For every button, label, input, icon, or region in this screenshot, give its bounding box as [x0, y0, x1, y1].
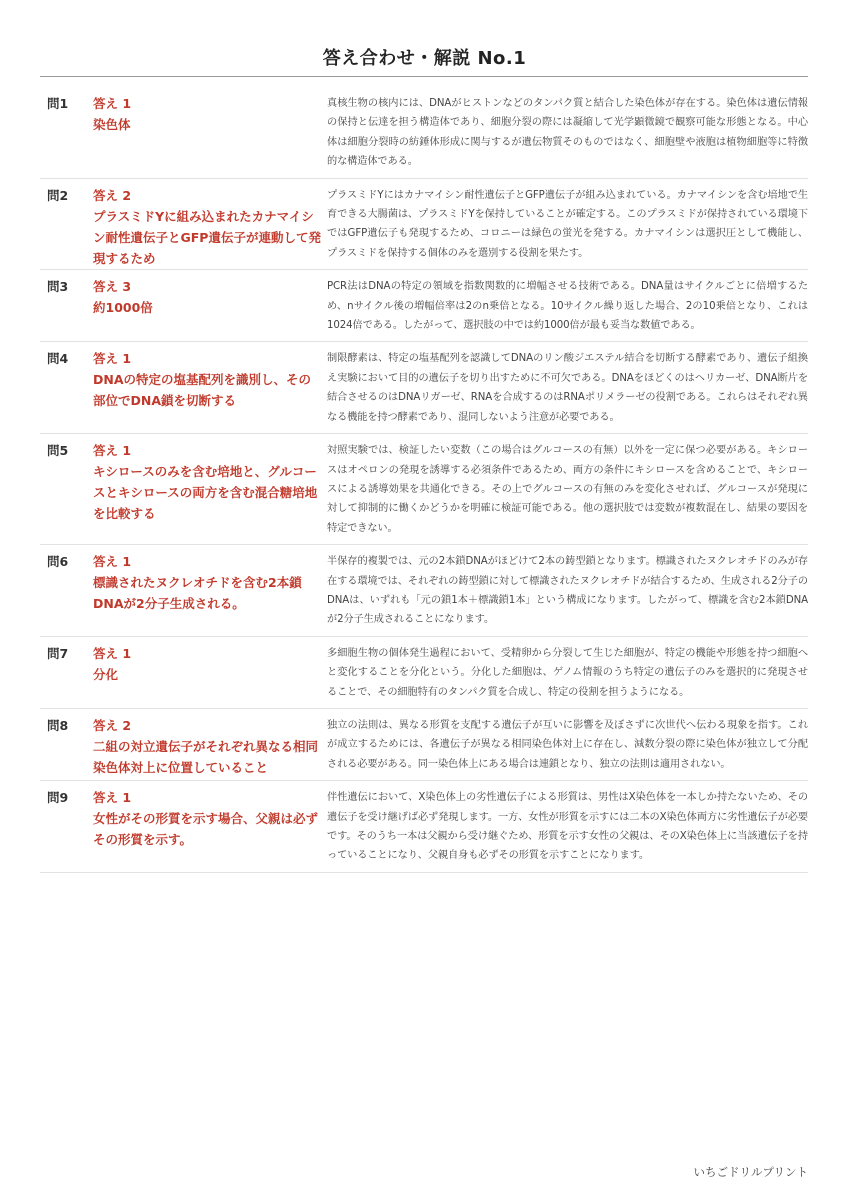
explanation-text: PCR法はDNAの特定の領域を指数関数的に増幅させる技術である。DNA量はサイクルごとに倍増するため、nサイクル後の増幅倍率は2のn乗倍となる。10サイクル繰り返した場合、2の10乗倍となり、これは1024倍である。したがって、選択肢の中では約1000倍が最も妥当な数値である。 [327, 281, 808, 332]
explanation-text: 独立の法則は、異なる形質を支配する遺伝子が互いに影響を及ぼさずに次世代へ伝わる現象を指す。これが成立するためには、各遺伝子が異なる相同染色体対上に存在し、減数分裂の際に染色体が独立して分配される必要がある。同一染色体上にある場合は連鎖となり、独立の法則は適用されない。 [327, 719, 808, 770]
answer-row-3 [40, 270, 808, 342]
explanation-text: 多細胞生物の個体発生過程において、受精卵から分裂して生じた細胞が、特定の機能や形態を持つ細胞へと変化することを分化という。分化した細胞は、ゲノム情報のうち特定の遺伝子のみを選択的に発現させることで、その細胞特有のタンパク質を合成し、特定の役割を担うようになる。 [327, 647, 808, 698]
answer-column [93, 637, 327, 708]
answer-column [93, 342, 327, 433]
page-title: 答え合わせ・解説 No.1 [322, 48, 527, 69]
answer-row-8 [40, 709, 808, 781]
answer-label: 答え 1 [93, 96, 132, 111]
question-number: 問7 [47, 645, 69, 661]
answer-column [93, 270, 327, 341]
answer-row-7 [40, 637, 808, 709]
answer-column [93, 87, 327, 178]
answer-column [93, 179, 327, 270]
explanation-text: 伴性遺伝において、X染色体上の劣性遺伝子による形質は、男性はX染色体を一本しか持たないため、その遺伝子を受け継げば必ず発現します。一方、女性が形質を示すには二本のX染色体両方に劣性遺伝子が必要です。そのうち一本は父親から受け継ぐため、形質を示す女性の父親は、そのX染色体上に当該遺伝子を持っていることになり、父親自身も必ずその形質を示すことになります。 [327, 792, 808, 862]
answer-label: 答え 1 [93, 645, 132, 661]
question-number: 問2 [47, 187, 69, 203]
question-number: 問5 [47, 443, 69, 459]
answer-text: DNAの特定の塩基配列を識別し、その部位でDNA鎖を切断する [93, 372, 312, 409]
answer-text: 二組の対立遺伝子がそれぞれ異なる相同染色体対上に位置していること [93, 738, 319, 775]
explanation-text: 制限酵素は、特定の塩基配列を認識してDNAのリン酸ジエステル結合を切断する酵素であり、遺伝子組換え実験において目的の遺伝子を切り出すために不可欠である。DNAをほどくのはヘリカーゼ、DNA断片を結合させるのはDNAリガーゼ、RNAを合成するのはRNAポリメラーゼの役割である。これらはそれぞれ異なる機能を持つ酵素であり、混同しないよう注意が必要である。 [327, 353, 808, 423]
answer-row-5 [40, 434, 808, 545]
answer-label: 答え 3 [93, 279, 132, 295]
question-number: 問3 [47, 279, 69, 295]
answer-label: 答え 1 [93, 351, 132, 367]
explanation-text: プラスミドYにはカナマイシン耐性遺伝子とGFP遺伝子が組み込まれている。カナマイシンを含む培地で生育できる大腸菌は、プラスミドYを保持していることが確定する。このプラスミドが保持されている環境下ではGFP遺伝子も発現するため、コロニーは緑色の蛍光を発する。カナマイシンは選択圧として機能し、プラスミドを保持する個体のみを選別する役割を果たす。 [327, 189, 808, 259]
answer-text: 約1000倍 [93, 300, 153, 316]
answer-label: 答え 1 [93, 443, 132, 459]
answer-text: プラスミドYに組み込まれたカナマイシン耐性遺伝子とGFP遺伝子が連動して発現するため [93, 208, 321, 266]
answer-column [93, 434, 327, 544]
question-number: 問9 [47, 790, 69, 806]
question-number: 問6 [47, 554, 69, 570]
answer-row-1 [40, 87, 808, 179]
answer-text: 染色体 [93, 117, 131, 132]
answer-text: 分化 [93, 666, 119, 682]
answer-text: 女性がその形質を示す場合、父親は必ずその形質を示す。 [93, 811, 319, 848]
question-number: 問8 [47, 717, 69, 733]
question-number: 問1 [47, 96, 69, 111]
explanation-text: 対照実験では、検証したい変数（この場合はグルコースの有無）以外を一定に保つ必要がある。キシロースはオペロンの発現を誘導する必須条件であるため、両方の条件にキシロースを含めることで、キシロースによる誘導効果を共通化できる。その上でグルコースの有無のみを変化させれば、グルコースが発現に対して抑制的に働くかどうかを明確に検証可能である。他の選択肢では変数が複数混在し、結果の要因を特定できない。 [327, 445, 808, 534]
answer-column [93, 709, 327, 780]
answer-row-6 [40, 545, 808, 637]
answer-row-9 [40, 781, 808, 873]
answer-label: 答え 1 [93, 554, 132, 570]
answer-row-2 [40, 179, 808, 271]
explanation-text: 真核生物の核内には、DNAがヒストンなどのタンパク質と結合した染色体が存在する。染色体は遺伝情報の保持と伝達を担う構造体であり、細胞分裂の際には凝縮して光学顕微鏡で観察可能な形態となる。中心体は細胞分裂時の紡錘体形成に関与するが遺伝物質そのものではなく、細胞壁や液胞は植物細胞等に特徴的な構造体である。 [327, 98, 808, 168]
answer-label: 答え 1 [93, 790, 132, 806]
answer-column [93, 781, 327, 872]
answer-column [93, 545, 327, 636]
answer-label: 答え 2 [93, 717, 132, 733]
title-divider [40, 76, 808, 77]
answer-label: 答え 2 [93, 187, 132, 203]
footer-brand: いちごドリルプリント [693, 1165, 808, 1179]
answer-list [40, 87, 808, 873]
explanation-text: 半保存的複製では、元の2本鎖DNAがほどけて2本の鋳型鎖となります。標識されたヌクレオチドのみが存在する環境では、それぞれの鋳型鎖に対して標識されたヌクレオチドが結合するため、生成される2分子のDNAは、いずれも「元の鎖1本＋標識鎖1本」という構成になります。したがって、標識を含む2本鎖DNAが2分子生成されることになります。 [327, 556, 808, 626]
answer-text: 標識されたヌクレオチドを含む2本鎖DNAが2分子生成される。 [93, 575, 302, 612]
answer-text: キシロースのみを含む培地と、グルコースとキシロースの両方を含む混合糖培地を比較する [93, 464, 318, 522]
answer-row-4 [40, 342, 808, 434]
question-number: 問4 [47, 351, 69, 367]
